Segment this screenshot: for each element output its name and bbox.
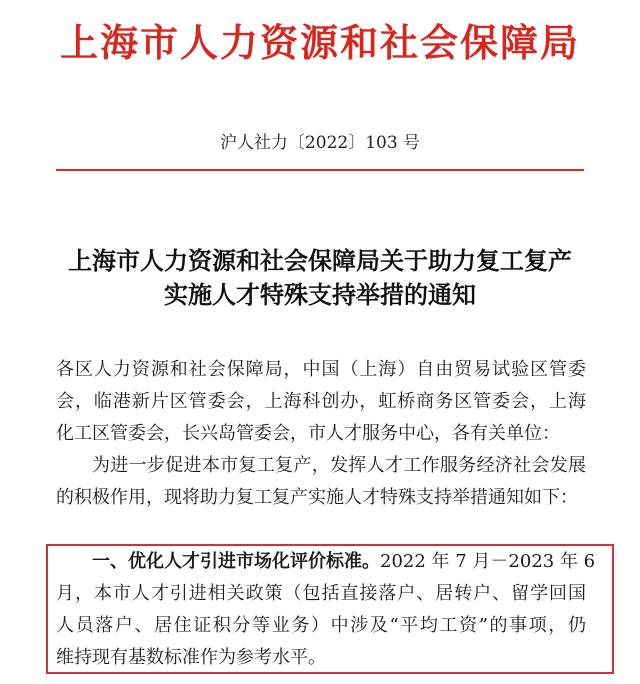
notice-title [0, 244, 640, 312]
addressee-line-1: 各区人力资源和社会保障局，中国（上海）自由贸易试验区管委 [56, 359, 586, 380]
section-1-line-1 [56, 546, 596, 578]
section-1-line-2: 月，本市人才引进相关政策（包括直接落户、居转户、留学回国 [56, 583, 586, 604]
notice-title-line-1: 上海市人力资源和社会保障局关于助力复工复产 [68, 247, 572, 275]
agency-masthead: 上海市人力资源和社会保障局 [59, 20, 580, 65]
notice-title-line-2: 实施人才特殊支持举措的通知 [164, 281, 476, 309]
addressee-line-3: 化工区管委会，长兴岛管委会，市人才服务中心，各有关单位： [56, 423, 560, 444]
section-1-heading: 一、优化人才引进市场化评价标准。 [92, 551, 380, 572]
section-1-line-4: 维持现有基数标准作为参考水平。 [56, 647, 326, 668]
intro-line-2: 的积极作用，现将助力复工复产实施人才特殊支持举措通知如下： [56, 487, 578, 508]
section-1-line-3: 人员落户、居住证积分等业务）中涉及“平均工资”的事项，仍 [56, 615, 586, 636]
document-number: 沪人社力〔2022〕103 号 [219, 133, 421, 153]
section-1-line-1-rest: 2022 年 7 月－2023 年 6 [380, 551, 596, 572]
intro-line-1: 为进一步促进本市复工复产，发挥人才工作服务经济社会发展 [92, 455, 586, 476]
addressee-line-2: 会，临港新片区管委会，上海科创办，虹桥商务区管委会，上海 [56, 391, 586, 412]
red-divider-line [56, 169, 584, 171]
section-1-paragraph [56, 546, 596, 674]
addressee-block [56, 354, 586, 514]
